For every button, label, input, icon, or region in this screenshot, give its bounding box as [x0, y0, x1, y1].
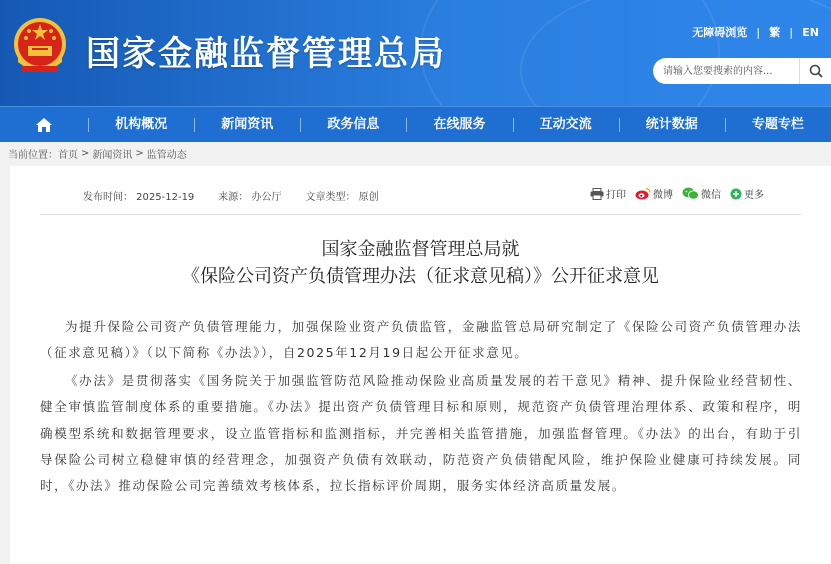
breadcrumb-news[interactable]: 新闻资讯 [92, 149, 133, 161]
top-links [692, 24, 819, 40]
article-paragraph: 《办法》是贯彻落实《国务院关于加强监管防范风险推动保险业高质量发展的若干意见》精神、提升保险业经营韧性、健全审慎监管制度体系的重要措施。《办法》提出资产负债管理目标和原则，规范资产负债管理治理体系、政策和程序，明确模型系统和数据管理要求，设立监管指标和监测指标，并完善相关监管措施，加强监督管理。《办法》的出台，有助于引导保险公司树立稳健审慎的经营理念，加强资产负债有效联动，防范资产负债错配风险，维护保险业健康可持续发展。同时，《办法》推动保险公司完善绩效考核体系，拉长指标评价周期，服务实体经济高质量发展。 [40, 372, 802, 494]
weibo-label: 微博 [653, 190, 673, 201]
breadcrumb-separator: > [81, 147, 90, 159]
article-title-line-2: 《保险公司资产负债管理办法（征求意见稿）》公开征求意见 [182, 266, 659, 287]
article-meta [83, 188, 379, 203]
article-title [10, 236, 831, 290]
weibo-share-button[interactable] [635, 186, 673, 201]
home-button[interactable] [0, 107, 88, 143]
nav-item-online-services[interactable]: 在线服务 [406, 107, 512, 143]
nav-item-news[interactable]: 新闻资讯 [194, 107, 300, 143]
national-emblem-icon [12, 14, 68, 82]
breadcrumb-home[interactable]: 首页 [58, 149, 78, 161]
publish-time: 发布时间： 2025-12-19 [83, 192, 195, 203]
article-type: 文章类型： 原创 [305, 192, 379, 203]
more-label: 更多 [744, 190, 764, 201]
traditional-chinese-link[interactable]: 繁 [769, 26, 781, 39]
meta-divider [40, 214, 801, 215]
site-header [0, 0, 831, 106]
accessibility-link[interactable]: 无障碍浏览 [692, 26, 748, 39]
more-share-button[interactable] [730, 186, 764, 201]
article-source: 来源： 办公厅 [218, 192, 282, 203]
weibo-icon [635, 187, 651, 200]
search-box [653, 58, 831, 84]
wechat-label: 微信 [701, 190, 721, 201]
site-title: 国家金融监督管理总局 [86, 34, 446, 74]
print-label: 打印 [606, 190, 626, 201]
link-separator: | [756, 25, 761, 39]
article-title-line-1: 国家金融监督管理总局就 [321, 239, 520, 260]
search-button[interactable] [799, 58, 831, 84]
article-card [10, 166, 831, 564]
nav-item-special-topics[interactable]: 专题专栏 [725, 107, 831, 143]
search-icon [809, 64, 823, 78]
home-icon [35, 117, 53, 133]
breadcrumb [8, 145, 187, 161]
breadcrumb-label: 当前位置： [8, 149, 58, 161]
breadcrumb-regulatory-news[interactable]: 监管动态 [146, 149, 187, 161]
printer-icon [590, 188, 604, 200]
wechat-icon [682, 187, 699, 200]
header-decoration [520, 0, 831, 106]
print-button[interactable] [590, 186, 626, 201]
main-nav [0, 106, 831, 142]
nav-item-interaction[interactable]: 互动交流 [513, 107, 619, 143]
article-body [40, 314, 802, 501]
share-bar [590, 186, 773, 201]
english-link[interactable]: EN [802, 25, 819, 39]
nav-item-government-info[interactable]: 政务信息 [300, 107, 406, 143]
search-input[interactable] [663, 63, 793, 79]
link-separator: | [789, 25, 794, 39]
plus-circle-icon [730, 188, 742, 200]
breadcrumb-separator: > [135, 147, 144, 159]
wechat-share-button[interactable] [682, 186, 721, 201]
article-paragraph: 为提升保险公司资产负债管理能力，加强保险业资产负债监管，金融监管总局研究制定了《保险公司资产负债管理办法（征求意见稿）》（以下简称《办法》），自2025年12月19日起公开征求意见。 [40, 319, 802, 361]
nav-item-about[interactable]: 机构概况 [88, 107, 194, 143]
nav-item-statistics[interactable]: 统计数据 [619, 107, 725, 143]
